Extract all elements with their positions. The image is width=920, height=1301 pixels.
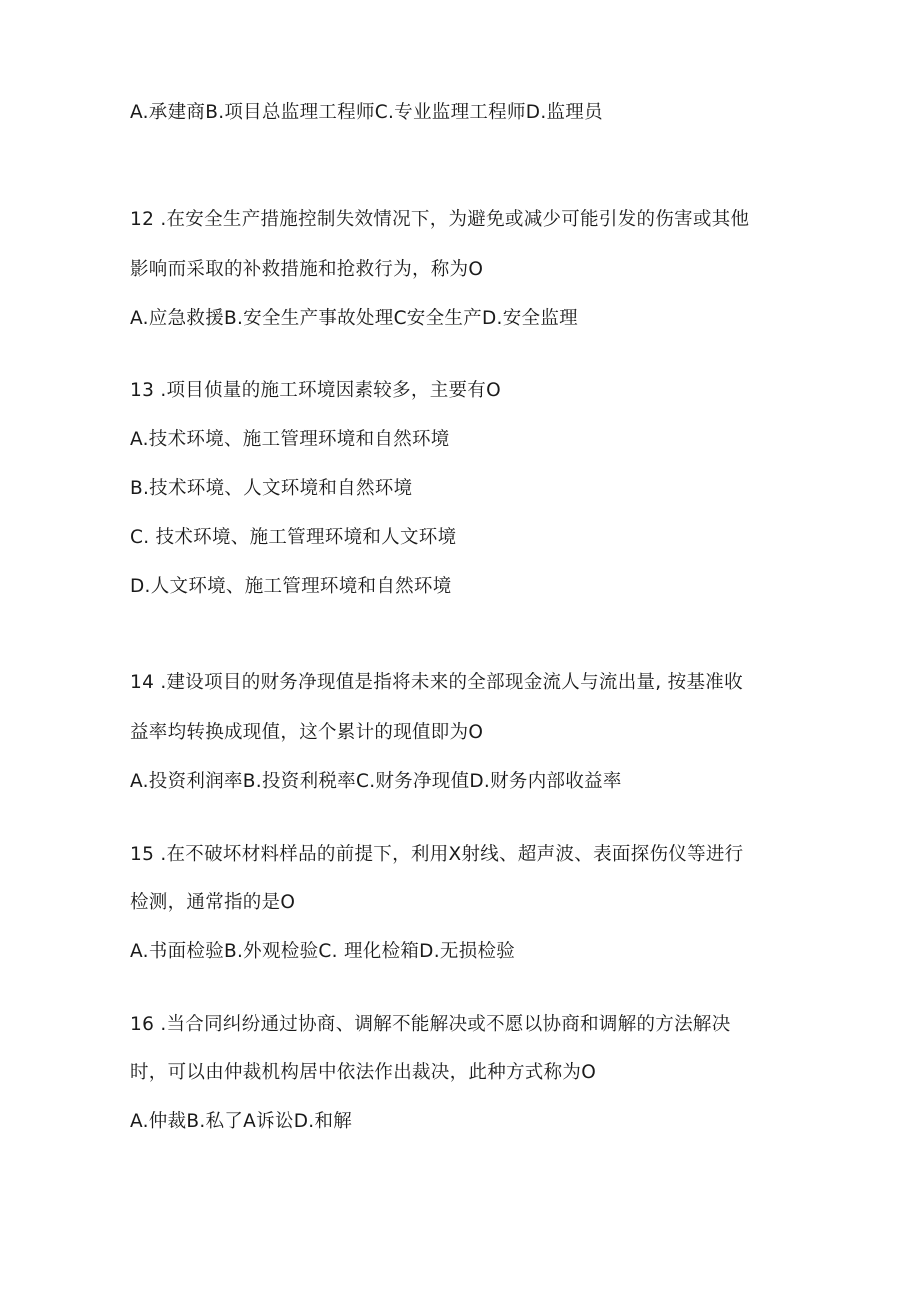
- q13-option-b: B.技术环境、人文环境和自然环境: [130, 478, 413, 499]
- q14-options: A.投资利润率B.投资利税率C.财务净现值D.财务内部收益率: [130, 771, 622, 792]
- q11-options: A.承建商B.项目总监理工程师C.专业监理工程师D.监理员: [130, 102, 603, 123]
- q15-options: A.书面检验B.外观检验C. 理化检箱D.无损检验: [130, 941, 516, 962]
- q15-question-line-2: 检测，通常指的是O: [130, 892, 296, 913]
- q13-option-d: D.人文环境、施工管理环境和自然环境: [130, 576, 452, 597]
- q14-question-line-1: 14 .建设项目的财务净现值是指将未来的全部现金流人与流出量, 按基准收: [130, 672, 743, 693]
- q16-question-line-2: 时，可以由仲裁机构居中依法作出裁决，此种方式称为O: [130, 1062, 597, 1083]
- q14-question-line-2: 益率均转换成现值，这个累计的现值即为O: [130, 722, 484, 743]
- q16-options: A.仲裁B.私了A诉讼D.和解: [130, 1111, 353, 1132]
- q13-question: 13 .项目侦量的施工环境因素较多，主要有O: [130, 380, 501, 401]
- q13-option-c: C. 技术环境、施工管理环境和人文环境: [130, 527, 457, 548]
- q12-options: A.应急救援B.安全生产事故处理C安全生产D.安全监理: [130, 308, 578, 329]
- q13-option-a: A.技术环境、施工管理环境和自然环境: [130, 429, 450, 450]
- q15-question-line-1: 15 .在不破坏材料样品的前提下，利用X射线、超声波、表面探伤仪等进行: [130, 844, 744, 865]
- q12-question-line-1: 12 .在安全生产措施控制失效情况下，为避免或减少可能引发的伤害或其他: [130, 209, 750, 230]
- q16-question-line-1: 16 .当合同纠纷通过协商、调解不能解决或不愿以协商和调解的方法解决: [130, 1014, 731, 1035]
- q12-question-line-2: 影响而采取的补救措施和抢救行为，称为O: [130, 259, 484, 280]
